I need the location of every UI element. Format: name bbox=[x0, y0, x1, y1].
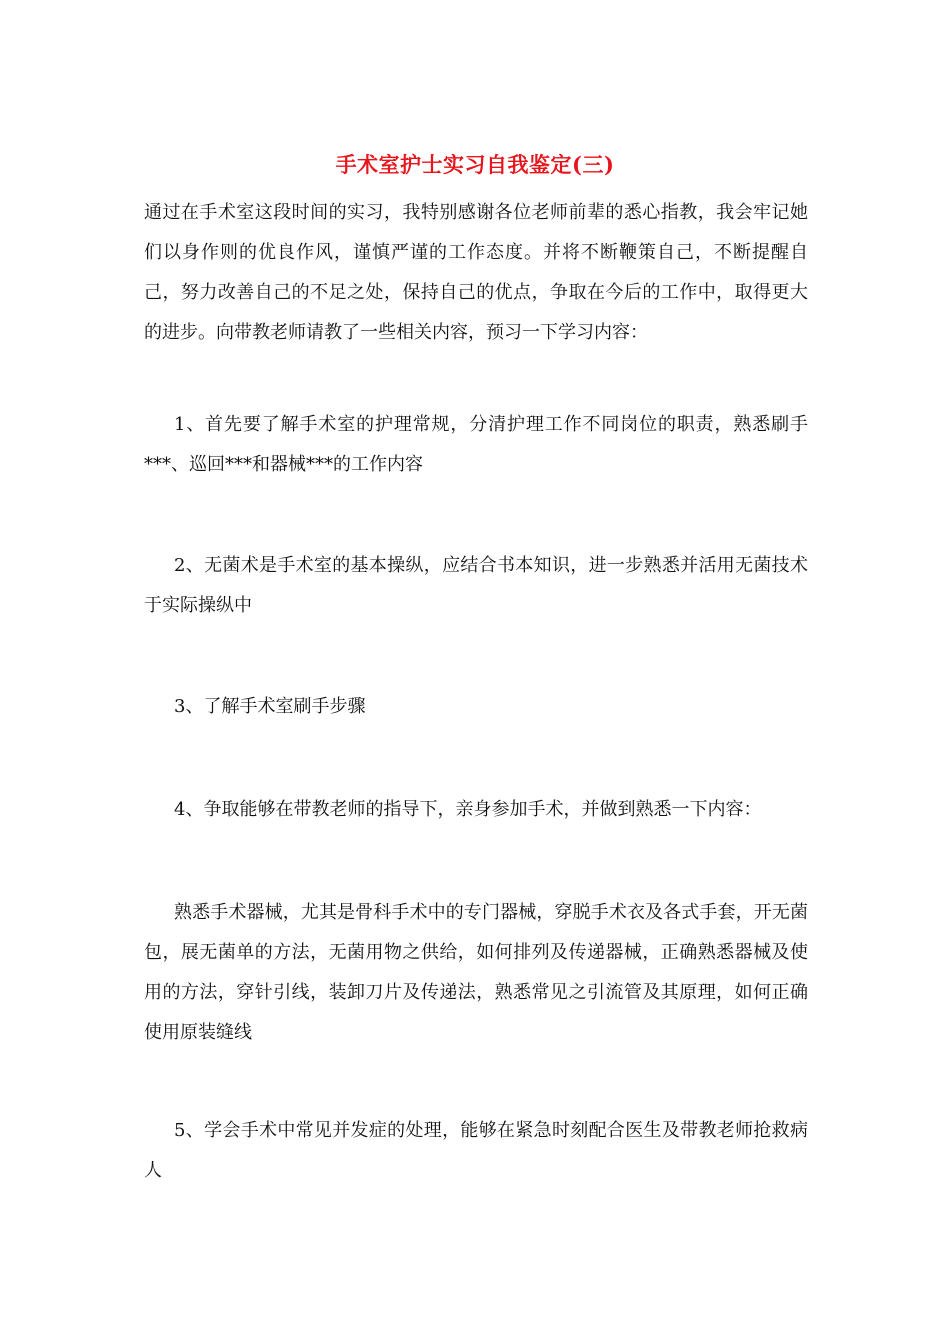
list-item-3: 3、了解手术室刷手步骤 bbox=[174, 696, 366, 717]
list-item-4: 4、争取能够在带教老师的指导下，亲身参加手术，并做到熟悉一下内容： bbox=[174, 799, 762, 820]
list-item-5: 5、学会手术中常见并发症的处理，能够在紧急时刻配合医生及带教老师抢救病人 bbox=[144, 1120, 808, 1181]
list-item-2: 2、无菌术是手术室的基本操纵，应结合书本知识，进一步熟悉并活用无菌技术于实际操纵中 bbox=[144, 555, 808, 616]
detail-paragraph: 熟悉手术器械，尤其是骨科手术中的专门器械，穿脱手术衣及各式手套，开无菌包，展无菌单的方法，无菌用物之供给，如何排列及传递器械，正确熟悉器械及使用的方法，穿针引线，装卸刀片及传递法，熟悉常见之引流管及其原理，如何正确使用原装缝线 bbox=[144, 902, 808, 1043]
document-title: 手术室护士实习自我鉴定(三) bbox=[335, 152, 615, 177]
intro-paragraph: 通过在手术室这段时间的实习，我特别感谢各位老师前辈的悉心指教，我会牢记她们以身作则的优良作风，谨慎严谨的工作态度。并将不断鞭策自己，不断提醒自己，努力改善自己的不足之处，保持自己的优点，争取在今后的工作中，取得更大的进步。向带教老师请教了一些相关内容，预习一下学习内容： bbox=[144, 202, 808, 343]
list-item-1: 1、首先要了解手术室的护理常规，分清护理工作不同岗位的职责，熟悉刷手***、巡回***和器械***的工作内容 bbox=[144, 414, 808, 475]
